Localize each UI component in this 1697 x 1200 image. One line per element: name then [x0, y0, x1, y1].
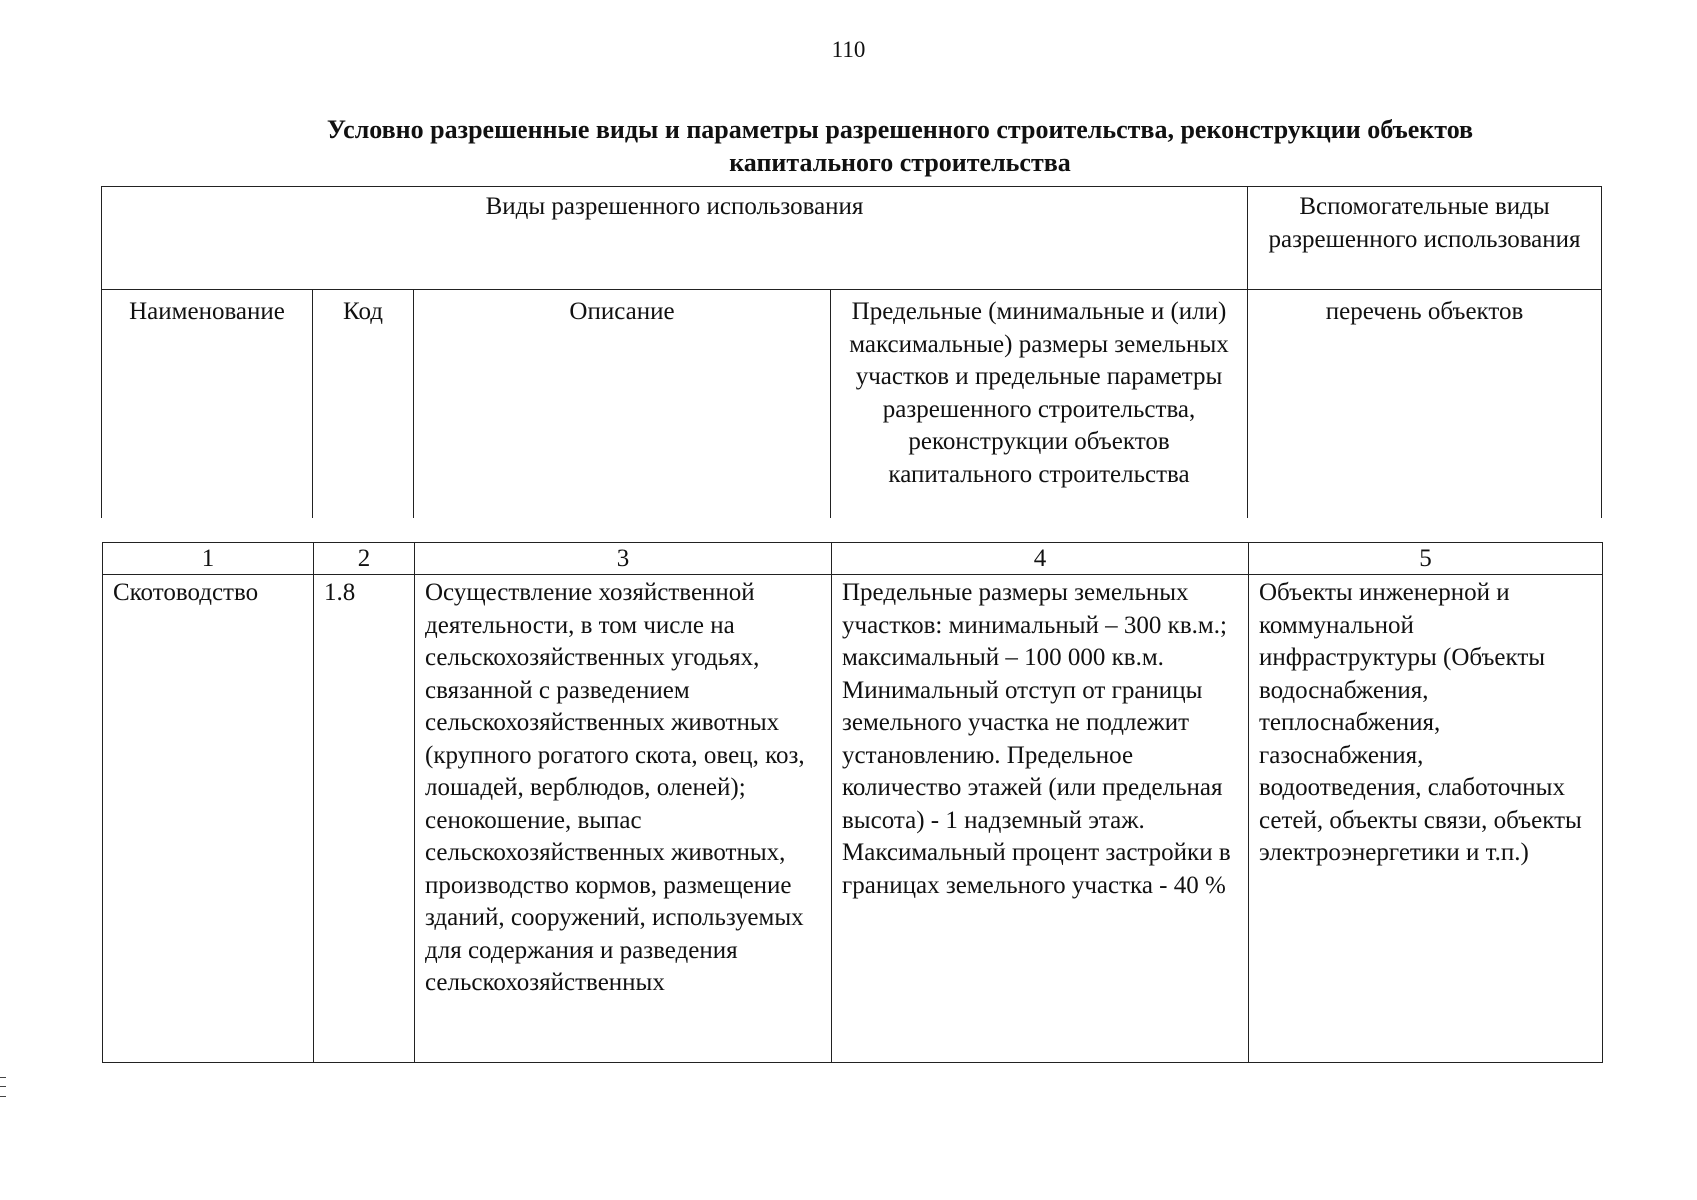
column-number-row [103, 543, 1603, 575]
column-number: 1 [103, 543, 314, 575]
column-header-objects: перечень объектов [1248, 290, 1602, 519]
column-header-parameters: Предельные (минимальные и (или) максимальные) размеры земельных участков и предельные параметры разрешенного строительства, реконструкции объектов капитального строительства [831, 290, 1248, 519]
data-table [102, 542, 1603, 1063]
use-code-cell: 1.8 [314, 575, 415, 1063]
column-number: 3 [415, 543, 832, 575]
auxiliary-uses-header: Вспомогательные виды разрешенного использования [1248, 187, 1602, 290]
title-line-2: капитального строительства [729, 148, 1071, 177]
title-line-1: Условно разрешенные виды и параметры разрешенного строительства, реконструкции объектов [326, 115, 1474, 144]
column-header-code: Код [313, 290, 414, 519]
use-description-cell: Осуществление хозяйственной деятельности, в том числе на сельскохозяйственных угодьях, связанной с разведением сельскохозяйственных животных (крупного рогатого скота, овец, коз, лошадей, верблюдов, оленей); сенокошение, выпас сельскохозяйственных животных, производство кормов, размещение зданий, сооружений, используемых для содержания и разведения сельскохозяйственных [415, 575, 832, 1063]
column-header-description: Описание [414, 290, 831, 519]
auxiliary-objects-cell: Объекты инженерной и коммунальной инфраструктуры (Объекты водоснабжения, теплоснабжения, газоснабжения, водоотведения, слаботочных сетей, объекты связи, объекты электроэнергетики и т.п.) [1249, 575, 1603, 1063]
scan-edge-mark [0, 1077, 6, 1097]
page-number: 110 [831, 37, 866, 62]
column-number: 5 [1249, 543, 1603, 575]
document-title [200, 113, 1600, 179]
use-parameters-cell: Предельные размеры земельных участков: минимальный – 300 кв.м.; максимальный – 100 000 кв.м. Минимальный отступ от границы земельного участка не подлежит установлению. Предельное количество этажей (или предельная высота) - 1 надземный этаж. Максимальный процент застройки в границах земельного участка - 40 % [832, 575, 1249, 1063]
header-table [101, 186, 1602, 518]
column-number: 4 [832, 543, 1249, 575]
column-header-name: Наименование [102, 290, 313, 519]
table-row [103, 575, 1603, 1063]
use-name-cell: Скотоводство [103, 575, 314, 1063]
permitted-uses-header: Виды разрешенного использования [102, 187, 1248, 290]
column-number: 2 [314, 543, 415, 575]
